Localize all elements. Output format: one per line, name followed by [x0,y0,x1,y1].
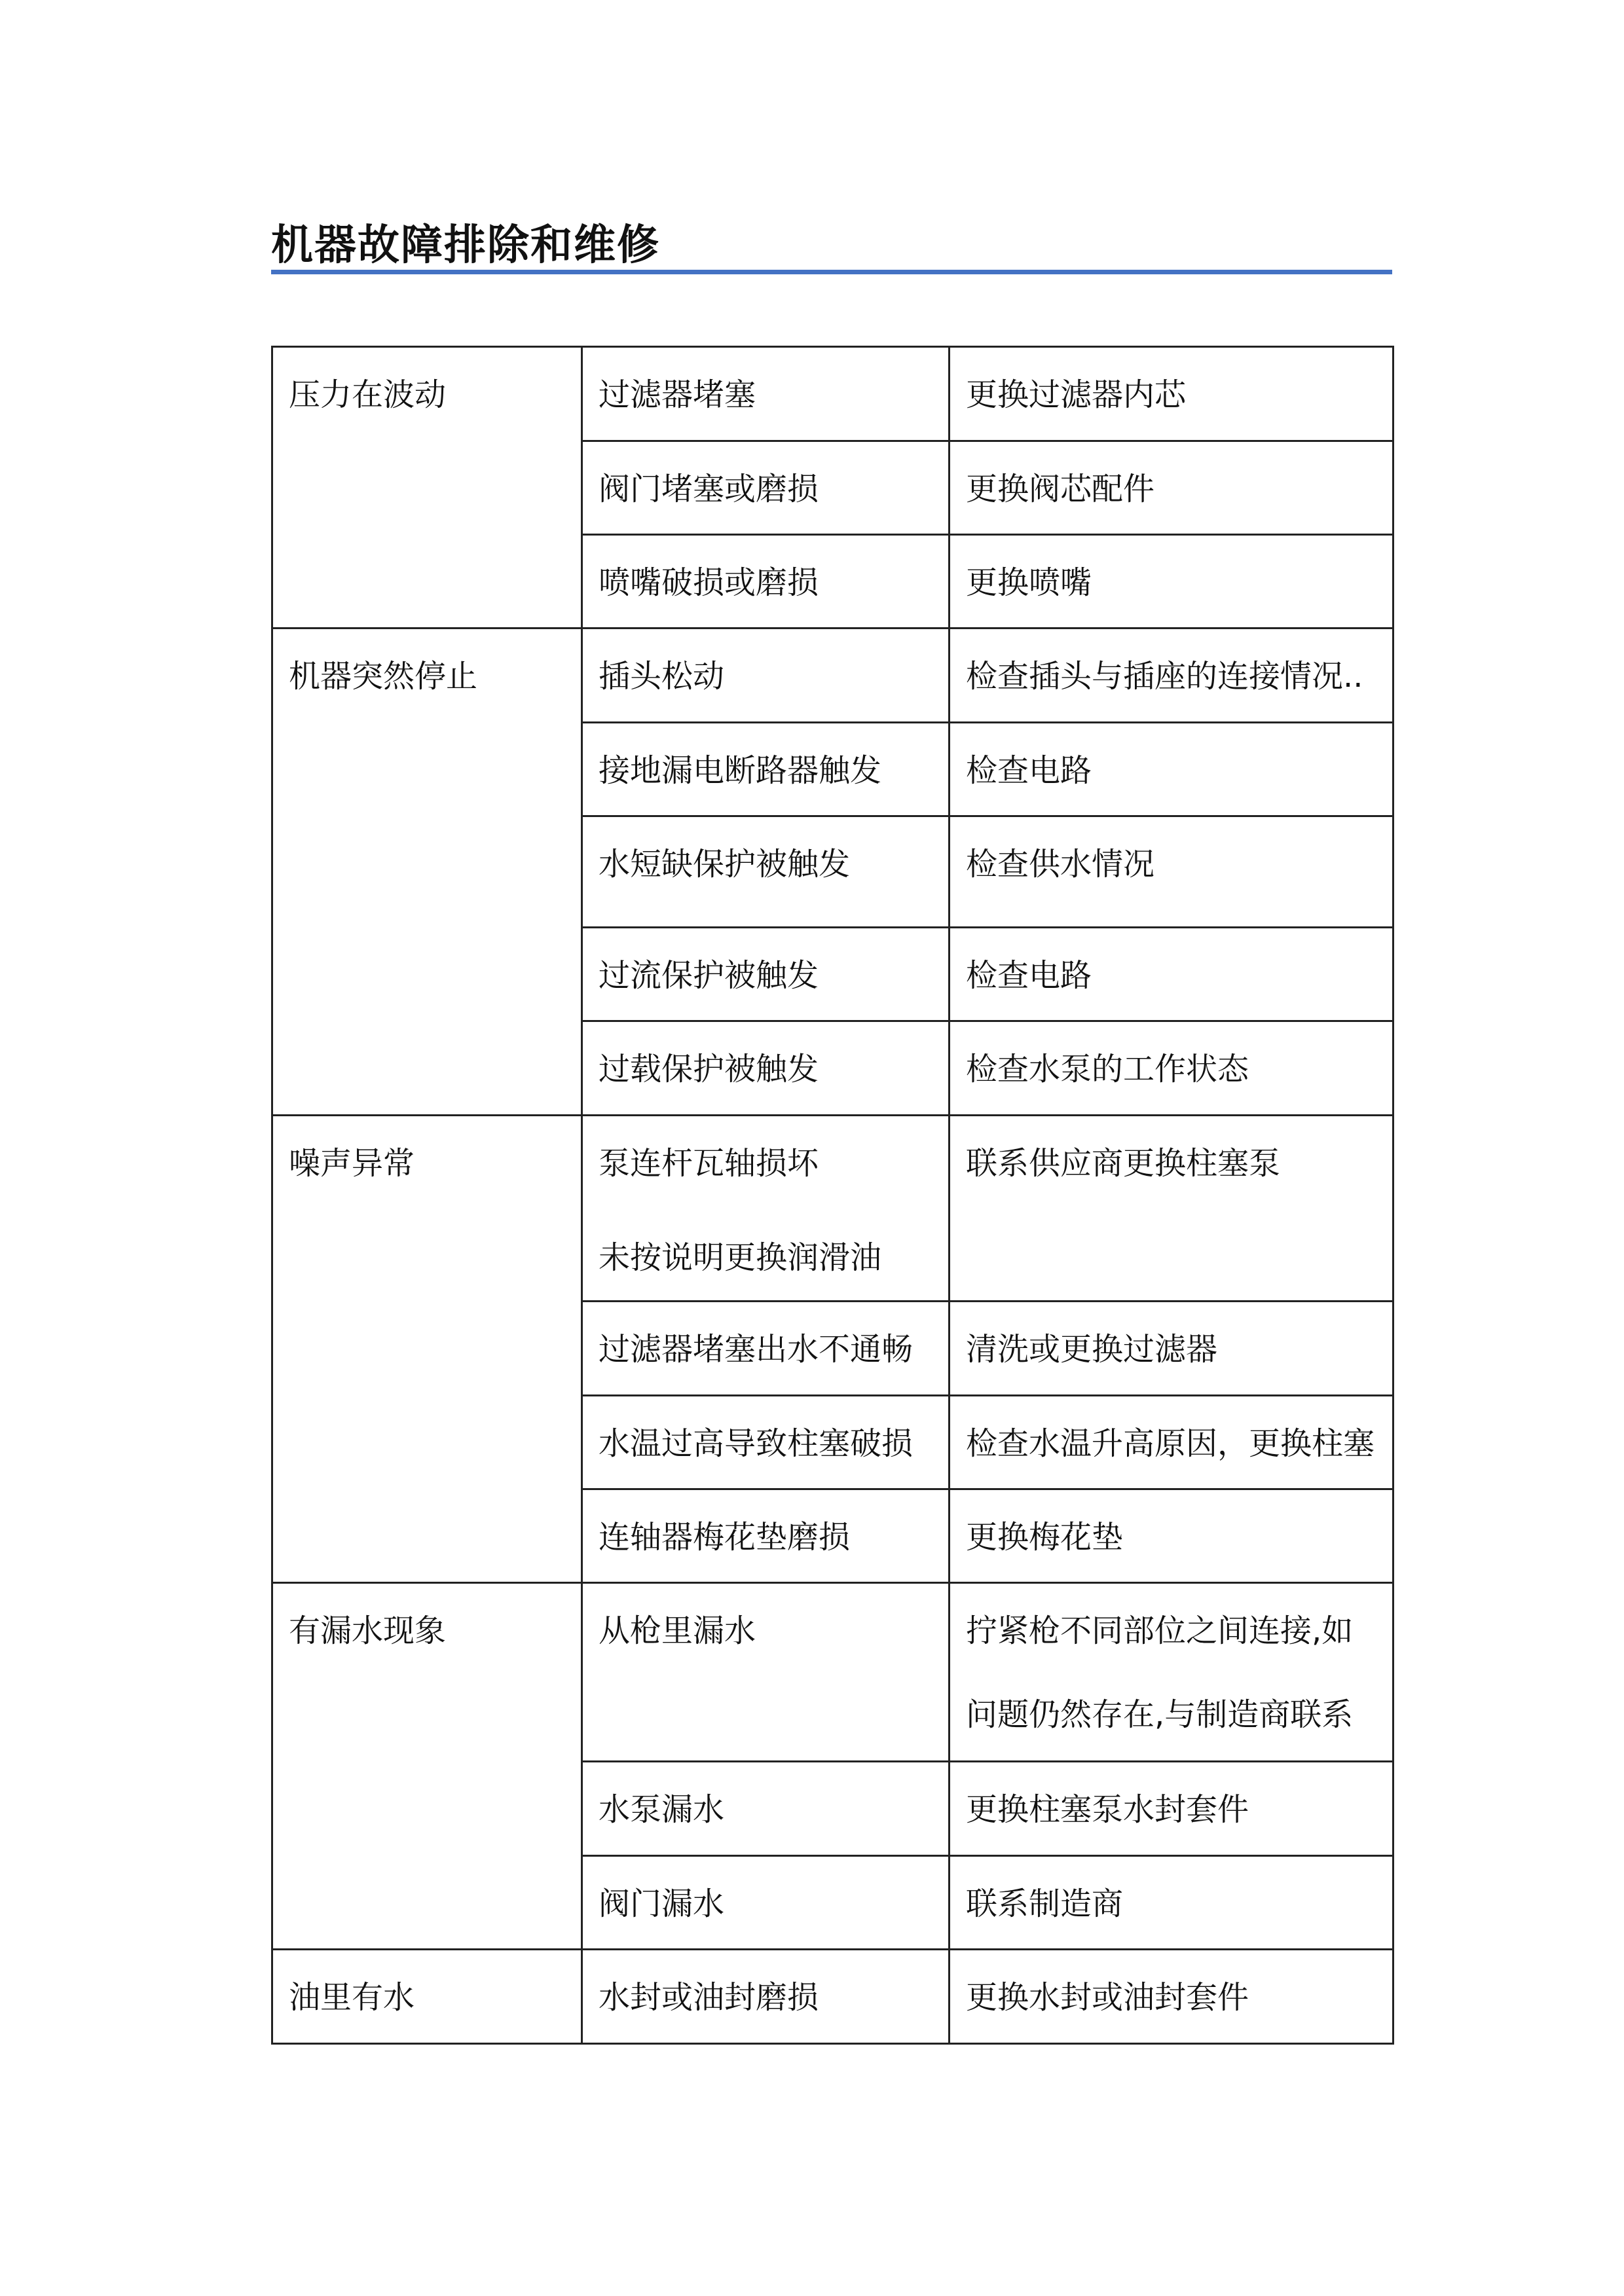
cause-line: 未按说明更换润滑油 [599,1239,882,1276]
solution-line: 问题仍然存在,与制造商联系 [966,1696,1354,1733]
cause-cell: 阀门漏水 [582,1856,950,1950]
solution-line: 拧紧枪不同部位之间连接,如 [966,1613,1354,1649]
solution-cell: 更换喷嘴 [950,535,1393,629]
solution-cell: 更换阀芯配件 [950,441,1393,535]
cause-cell: 过载保护被触发 [582,1021,950,1116]
table-row [272,347,1393,441]
table-row [272,1116,1393,1302]
solution-cell: 检查水泵的工作状态 [950,1021,1393,1116]
cause-cell [582,1116,950,1302]
symptom-cell: 有漏水现象 [272,1583,582,1950]
title-underline [271,270,1392,274]
solution-cell [950,1583,1393,1762]
cause-cell: 过滤器堵塞 [582,347,950,441]
table-row [272,1950,1393,2044]
solution-cell: 检查水温升高原因，更换柱塞 [950,1396,1393,1489]
page-title: 机器故障排除和维修 [271,221,660,270]
symptom-cell: 机器突然停止 [272,629,582,1116]
cause-cell: 水温过高导致柱塞破损 [582,1396,950,1489]
cause-cell: 连轴器梅花垫磨损 [582,1489,950,1583]
solution-cell: 联系供应商更换柱塞泵 [950,1116,1393,1302]
cause-cell: 水泵漏水 [582,1762,950,1856]
symptom-cell: 压力在波动 [272,347,582,629]
solution-cell: 检查电路 [950,928,1393,1021]
solution-cell: 检查电路 [950,723,1393,816]
troubleshooting-table [271,346,1394,2045]
cause-line: 泵连杆瓦轴损坏 [599,1145,819,1182]
solution-cell: 更换柱塞泵水封套件 [950,1762,1393,1856]
symptom-cell: 油里有水 [272,1950,582,2044]
cause-cell: 过滤器堵塞出水不通畅 [582,1302,950,1396]
solution-cell: 联系制造商 [950,1856,1393,1950]
table-row [272,1583,1393,1762]
solution-cell: 清洗或更换过滤器 [950,1302,1393,1396]
solution-cell: 检查插头与插座的连接情况.. [950,629,1393,723]
cause-cell: 阀门堵塞或磨损 [582,441,950,535]
solution-cell: 更换梅花垫 [950,1489,1393,1583]
cause-cell: 从枪里漏水 [582,1583,950,1762]
cause-cell: 过流保护被触发 [582,928,950,1021]
cause-cell: 接地漏电断路器触发 [582,723,950,816]
cause-cell: 水短缺保护被触发 [582,816,950,928]
cause-cell: 喷嘴破损或磨损 [582,535,950,629]
symptom-cell: 噪声异常 [272,1116,582,1583]
solution-cell: 检查供水情况 [950,816,1393,928]
cause-cell: 水封或油封磨损 [582,1950,950,2044]
table-row [272,629,1393,723]
solution-cell: 更换水封或油封套件 [950,1950,1393,2044]
cause-cell: 插头松动 [582,629,950,723]
solution-cell: 更换过滤器内芯 [950,347,1393,441]
